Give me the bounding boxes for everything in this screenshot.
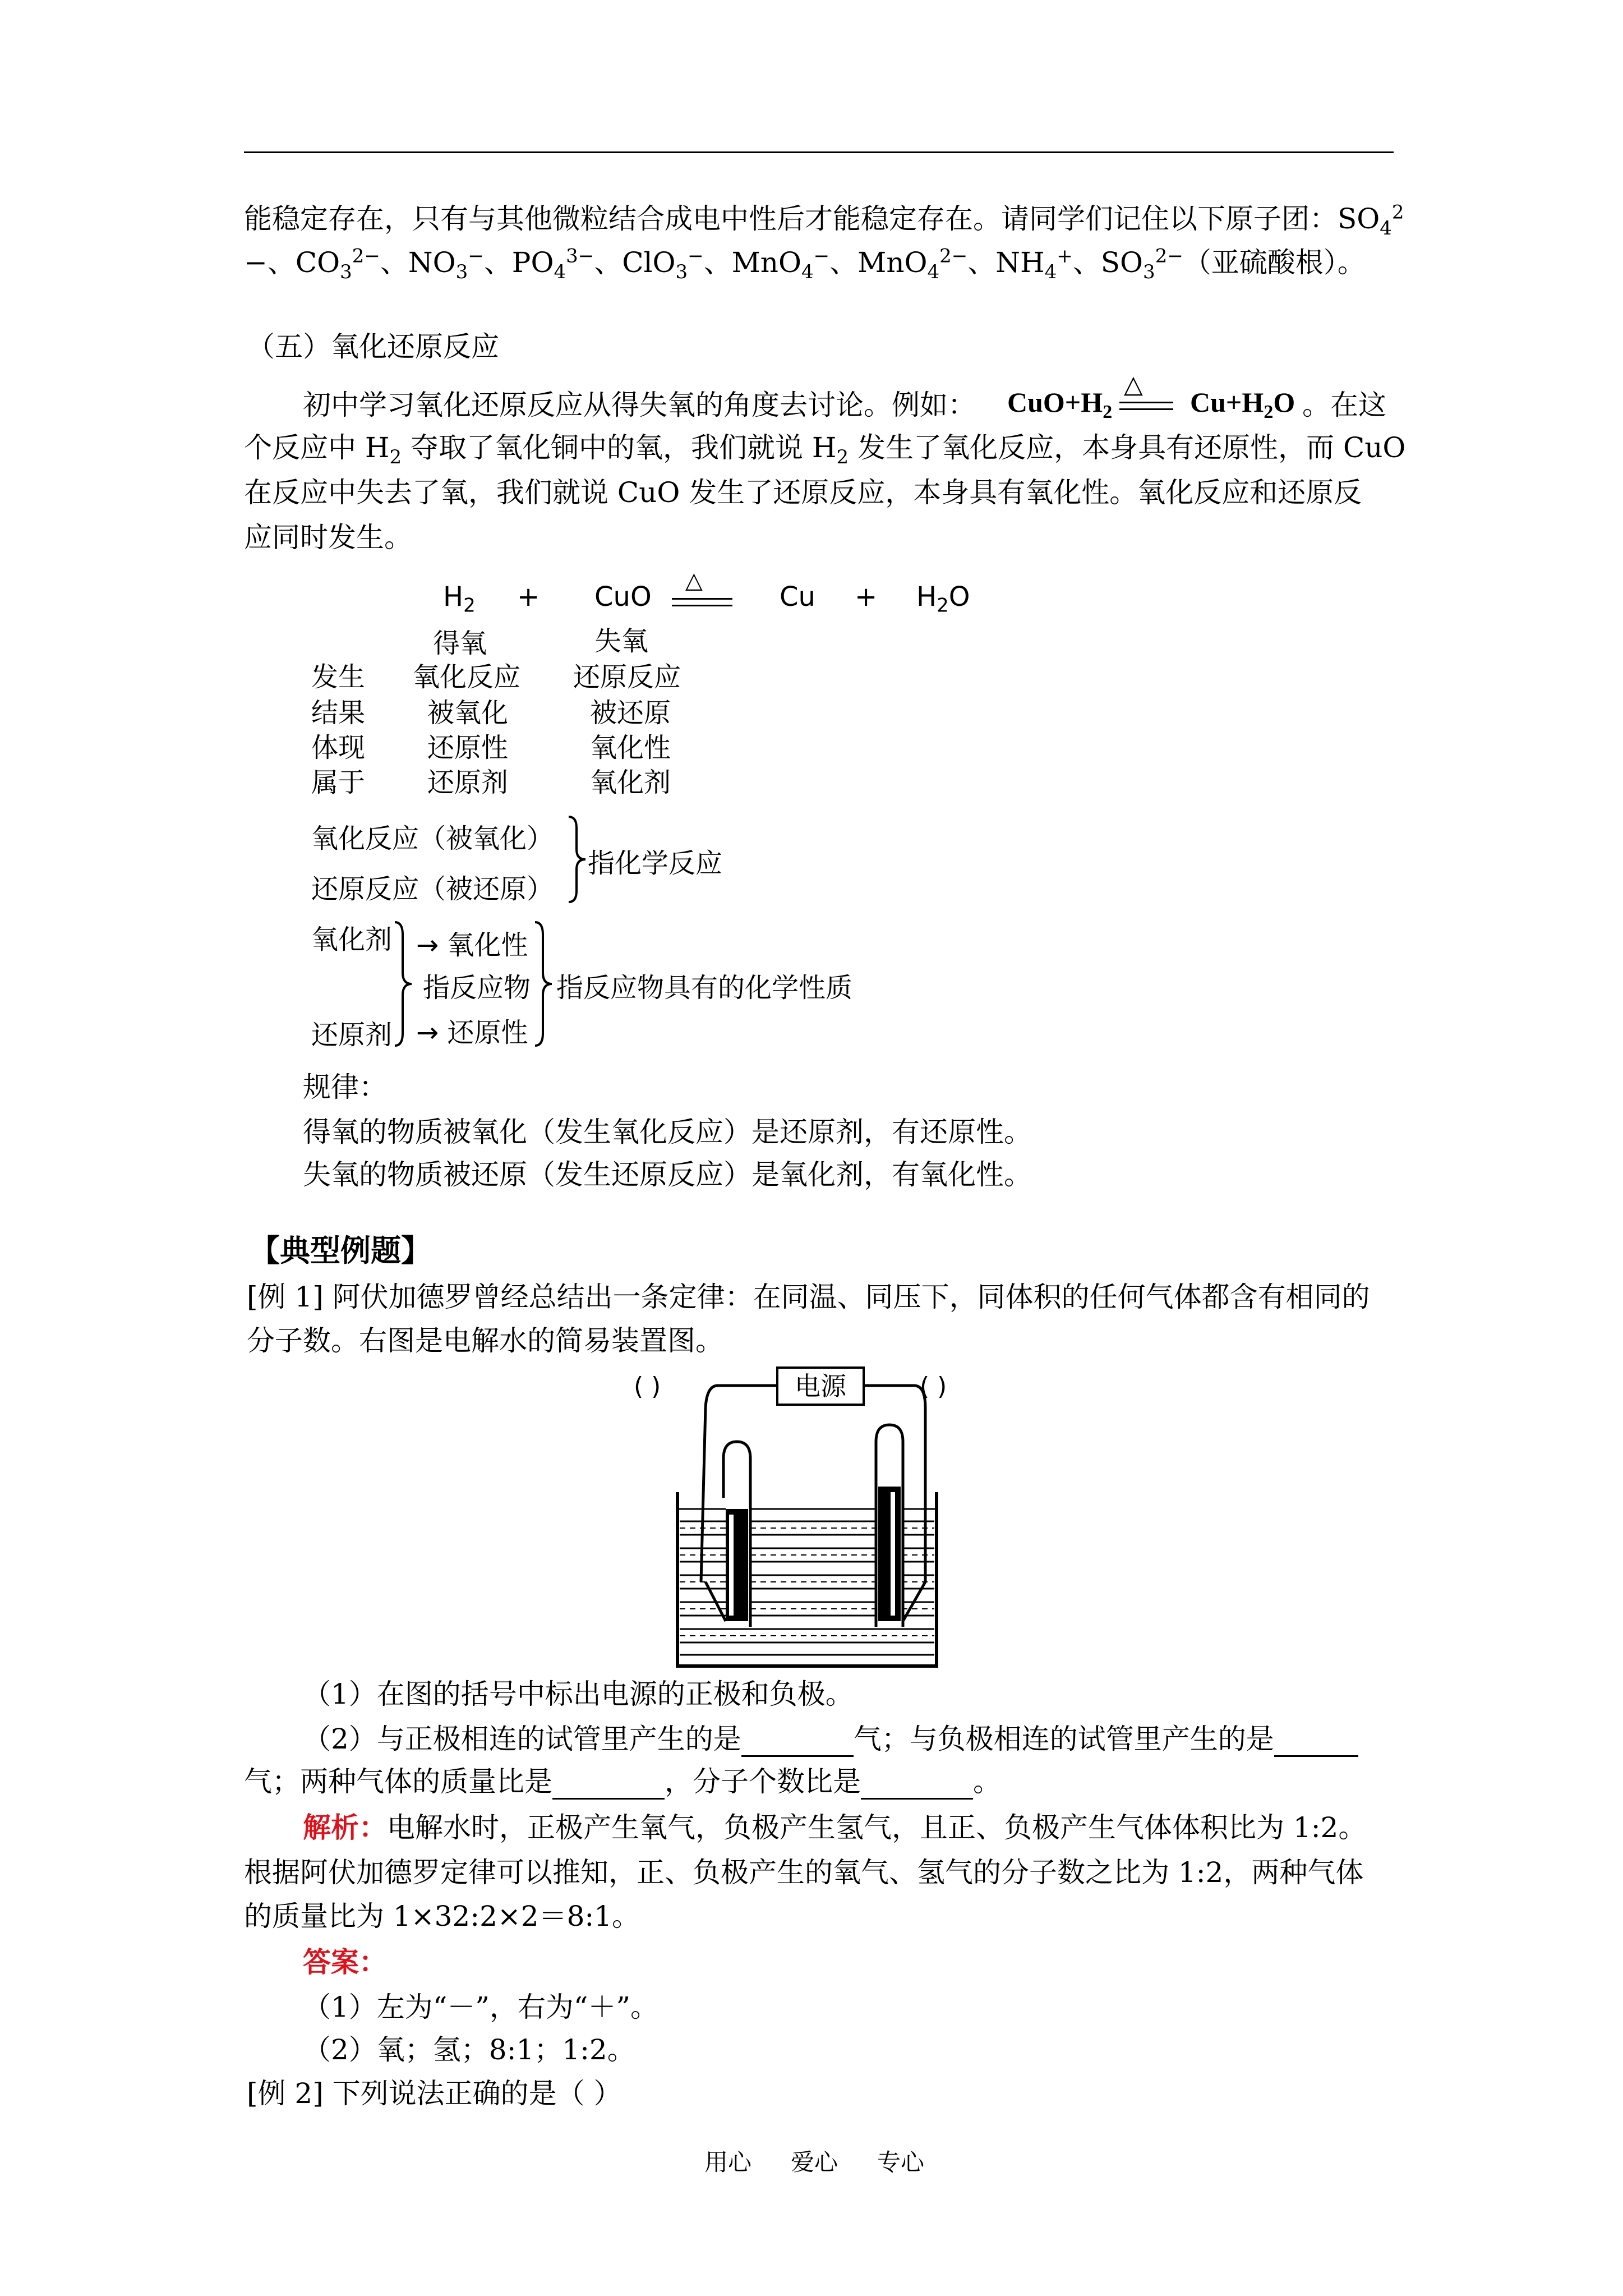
scheme-row-right: 氧化剂 [590, 767, 671, 798]
brace2-right-brace-right [533, 920, 555, 1049]
intro-line2-part: 4 [927, 261, 940, 283]
intro-line2-part: − [688, 245, 704, 268]
scheme-lose-oxygen: 失氧 [594, 625, 649, 657]
scheme-get-oxygen: 得氧 [433, 628, 487, 659]
intro-line2-part: 、MnO [829, 246, 928, 279]
scheme-h2-text: H [443, 581, 464, 613]
intro-sup: 2 [1391, 201, 1404, 224]
intro-line2-part: + [1057, 245, 1073, 268]
eq-bar-bottom [1119, 408, 1173, 410]
brace2-oxidant: 氧化剂 [311, 924, 393, 955]
analysis-line-2: 根据阿伏加德罗定律可以推知，正、负极产生的氧气、氢气的分子数之比为 1:2，两种气体 [244, 1856, 1364, 1889]
paragraph-1-line-4: 应同时发生。 [244, 521, 412, 554]
p1-text: 初中学习氧化还原反应从得失氧的角度去讨论。例如： [303, 389, 976, 421]
equation-inline [1007, 386, 1113, 422]
scheme-row-left: 被氧化 [427, 697, 509, 729]
figure-left-bracket: ( ) [634, 1372, 661, 1401]
paragraph-1-line-3: 在反应中失去了氧，我们就说 CuO 发生了还原反应，本身具有氧化性。氧化反应和还原反 [244, 476, 1362, 509]
intro-line2-part: − [813, 245, 830, 268]
electrolysis-apparatus [667, 1380, 959, 1672]
scheme-bar-top [672, 598, 732, 600]
scheme-h2o [916, 581, 970, 617]
intro-line2-part: 3− [566, 245, 594, 268]
intro-line2-part: 2− [1155, 245, 1183, 268]
brace1-item-b: 还原反应（被还原） [311, 873, 554, 905]
footer-word-2: 爱心 [791, 2148, 838, 2176]
p1-end: 。在这 [1302, 389, 1386, 421]
scheme-bar-bottom [672, 605, 732, 606]
intro-line2-part: 2− [352, 245, 380, 268]
intro-line2-part: 4 [554, 261, 566, 283]
scheme-row-right: 被还原 [590, 697, 671, 729]
scheme-h2o-h: H [916, 581, 937, 613]
brace2-right-brace-left [393, 920, 415, 1049]
question-3-line [244, 1764, 1001, 1800]
eq-bar-top [1119, 402, 1173, 403]
intro-text-1: 能稳定存在，只有与其他微粒结合成电中性后才能稳定存在。请同学们记住以下原子团：SO [244, 203, 1380, 235]
eq-left-sub: 2 [1103, 402, 1113, 422]
footer-word-1: 用心 [704, 2148, 752, 2176]
scheme-h2-sub: 2 [463, 594, 476, 617]
scheme-row-label: 属于 [311, 767, 366, 798]
example-1-line-1: [例 1] 阿伏加德罗曾经总结出一条定律：在同温、同压下，同体积的任何气体都含有相同的 [247, 1281, 1370, 1313]
scheme-cuo: CuO [594, 581, 652, 613]
scheme-heat-symbol: △ [685, 568, 703, 593]
intro-line-1 [244, 201, 1404, 240]
intro-line2-part: 、SO [1072, 246, 1144, 279]
answer-2: （2）氧；氢；8:1；1:2。 [303, 2033, 635, 2066]
scheme-row-left: 还原性 [427, 732, 509, 763]
brace2-reductant: 还原剂 [311, 1019, 393, 1051]
intro-line2-part: 、PO [483, 246, 554, 279]
intro-line2-part: 3 [455, 261, 468, 283]
eq-right-o: O [1273, 386, 1295, 418]
intro-line2-part: 2− [939, 245, 968, 268]
scheme-row-left: 氧化反应 [413, 661, 521, 693]
blank-mass-ratio[interactable] [552, 1769, 665, 1800]
question-2-line [303, 1721, 1358, 1757]
scheme-h2o-o: O [948, 581, 970, 613]
eq-right: Cu+H [1190, 386, 1264, 418]
intro-sub: 4 [1380, 217, 1392, 240]
blank-molecule-ratio[interactable] [861, 1769, 973, 1800]
intro-line2-part: − [468, 245, 484, 268]
brace2-target: 指反应物具有的化学性质 [556, 972, 853, 1004]
intro-line2-part: 3 [340, 261, 352, 283]
p2-sub1: 2 [389, 446, 402, 468]
intro-line2-part: 4 [1044, 261, 1057, 283]
p2-sub2: 2 [836, 446, 849, 468]
analysis-1: 电解水时，正极产生氧气，负极产生氢气，且正、负极产生气体体积比为 1:2。 [387, 1811, 1367, 1844]
scheme-row-right: 还原反应 [573, 661, 681, 693]
examples-heading: 【典型例题】 [250, 1233, 431, 1268]
blank-negative-gas[interactable] [1274, 1726, 1358, 1757]
question-1: （1）在图的括号中标出电源的正极和负极。 [303, 1678, 854, 1710]
intro-line2-part: 、MnO [703, 246, 801, 279]
brace1-target: 指化学反应 [588, 848, 723, 879]
intro-line2-part: 、NO [380, 246, 456, 279]
intro-line2-part: 、NH [967, 246, 1045, 279]
brace1-curly [566, 815, 589, 904]
scheme-row-label: 体现 [311, 732, 366, 763]
intro-line2-part: 4 [801, 261, 814, 283]
q3-a: 气；两种气体的质量比是 [244, 1765, 552, 1798]
figure-right-bracket: ( ) [920, 1372, 947, 1401]
answer-label [303, 1944, 387, 1980]
intro-line2-part: 3 [675, 261, 688, 283]
intro-line-2 [244, 245, 1366, 283]
scheme-row-left: 还原剂 [427, 767, 509, 798]
p2-a: 个反应中 H [244, 431, 390, 464]
answer-label-text: 答案： [303, 1945, 387, 1978]
rule-title: 规律： [303, 1071, 387, 1103]
example-2: [例 2] 下列说法正确的是（ ） [247, 2077, 622, 2110]
brace2-arrow-reducing: → 还原性 [416, 1017, 528, 1048]
q3-b: ，分子个数比是 [665, 1765, 861, 1798]
rule-line-1: 得氧的物质被氧化（发生氧化反应）是还原剂，有还原性。 [303, 1116, 1032, 1148]
footer-word-3: 专心 [877, 2148, 925, 2176]
brace2-arrow-oxidizing: → 氧化性 [416, 930, 528, 961]
q2-b: 气；与负极相连的试管里产生的是 [853, 1723, 1274, 1755]
analysis-line-1 [303, 1810, 1366, 1846]
answer-1: （1）左为“－”，右为“＋”。 [303, 1991, 659, 2023]
eq-right-sub: 2 [1264, 402, 1274, 422]
q2-a: （2）与正极相连的试管里产生的是 [303, 1723, 741, 1755]
scheme-plus-1: + [517, 581, 540, 613]
scheme-plus-2: + [855, 581, 878, 613]
p2-c: 发生了氧化反应，本身具有还原性，而 CuO [849, 431, 1406, 464]
paragraph-1-line-1 [303, 387, 976, 423]
intro-line2-part: （亚硫酸根）。 [1183, 246, 1366, 279]
q3-c: 。 [973, 1765, 1001, 1798]
rule-line-2: 失氧的物质被还原（发生还原反应）是氧化剂，有氧化性。 [303, 1158, 1032, 1191]
blank-positive-gas[interactable] [741, 1726, 854, 1757]
equation-right [1190, 386, 1295, 422]
brace2-middle: 指反应物 [423, 972, 531, 1004]
intro-line2-part: 3 [1143, 261, 1155, 283]
scheme-row-label: 结果 [311, 697, 366, 729]
eq-heat-symbol: △ [1124, 370, 1143, 399]
scheme-row-right: 氧化性 [590, 732, 671, 763]
intro-line2-part: −、CO [244, 246, 340, 279]
power-source-box: 电源 [776, 1366, 865, 1406]
paragraph-1-line-2 [244, 430, 1405, 466]
brace1-item-a: 氧化反应（被氧化） [311, 823, 554, 854]
analysis-label: 解析： [303, 1811, 387, 1844]
scheme-h2o-sub: 2 [937, 594, 949, 617]
p2-b: 夺取了氧化铜中的氧，我们就说 H [402, 431, 837, 464]
analysis-line-3: 的质量比为 1×32:2×2＝8:1。 [244, 1900, 640, 1932]
example-1-line-2: 分子数。右图是电解水的简易装置图。 [247, 1324, 723, 1357]
intro-line2-part: 、ClO [594, 246, 676, 279]
eq-left: CuO+H [1007, 386, 1103, 418]
header-rule [244, 151, 1394, 153]
section-heading: （五）氧化还原反应 [247, 330, 499, 363]
scheme-row-label: 发生 [311, 661, 366, 693]
scheme-cu: Cu [780, 581, 815, 613]
scheme-h2 [443, 581, 476, 617]
